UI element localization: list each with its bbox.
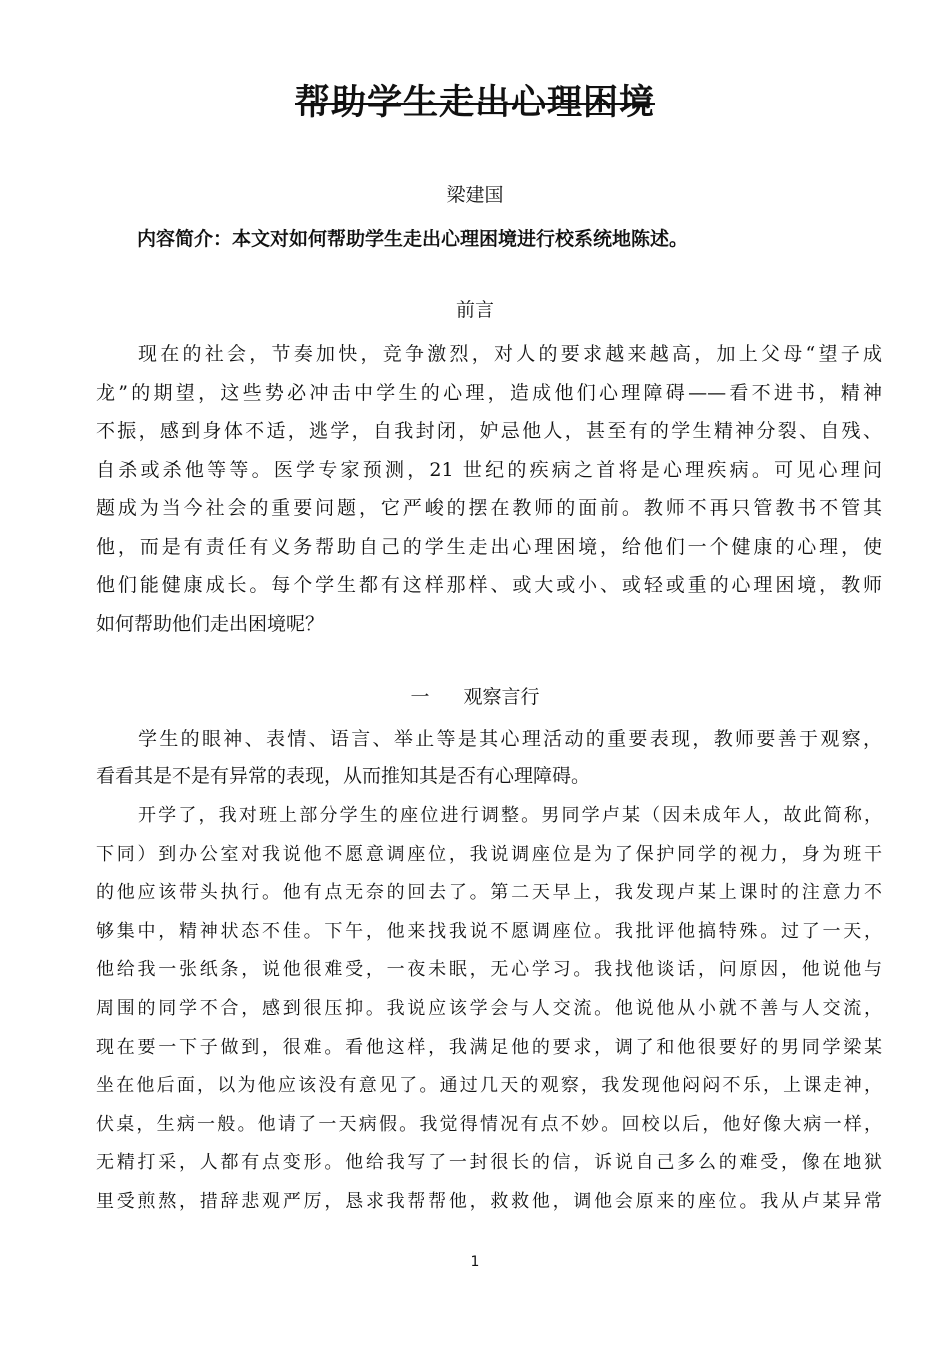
case-study-paragraph: [96, 797, 882, 1222]
text-line: 周围的同学不合，感到很压抑。我说应该学会与人交流。他说他从小就不善与人交流，: [96, 997, 882, 1019]
text-line: 够集中，精神状态不佳。下午，他来找我说不愿调座位。我批评他搞特殊。过了一天，: [96, 920, 882, 942]
text-line: 自杀或杀他等等。医学专家预测，21 世纪的疾病之首将是心理疾病。可见心理问: [96, 458, 882, 481]
text-line: 下同）到办公室对我说他不愿意调座位，我说调座位是为了保护同学的视力，身为班干: [96, 843, 882, 865]
section-title: 观察言行: [463, 686, 540, 708]
author-name: 梁建国: [446, 184, 504, 206]
page-number: 1: [470, 1254, 480, 1270]
text-line: 看看其是不是有异常的表现，从而推知其是否有心理障碍。: [96, 765, 591, 787]
text-line: 不振，感到身体不适，逃学，自我封闭，妒忌他人，甚至有的学生精神分裂、自残、: [96, 420, 882, 442]
text-line: 里受煎熬，措辞悲观严厉，恳求我帮帮他，救救他，调他会原来的座位。我从卢某异常: [96, 1190, 882, 1212]
preface-paragraph: [96, 335, 882, 643]
text-line: 他，而是有责任有义务帮助自己的学生走出心理困境，给他们一个健康的心理，使: [96, 535, 882, 558]
preface-heading: 前言: [455, 299, 494, 321]
document-title: 帮助学生走出心理困境: [294, 83, 655, 123]
text-line: 龙”的期望，这些势必冲击中学生的心理，造成他们心理障碍——看不进书，精神: [96, 381, 882, 404]
text-line: 如何帮助他们走出困境呢？: [96, 612, 325, 635]
text-line: 无精打采，人都有点变形。他给我写了一封很长的信，诉说自己多么的难受，像在地狱: [96, 1152, 882, 1174]
section-number: 一: [410, 686, 430, 708]
text-line: 他给我一张纸条，说他很难受，一夜未眠，无心学习。我找他谈话，问原因，他说他与: [96, 959, 882, 981]
text-line: 伏桌，生病一般。他请了一天病假。我觉得情况有点不妙。回校以后，他好像大病一样，: [96, 1113, 882, 1135]
section-intro-paragraph: [96, 721, 882, 795]
text-line: 学生的眼神、表情、语言、举止等是其心理活动的重要表现，教师要善于观察，: [138, 728, 882, 750]
text-line: 现在的社会，节奏加快，竞争激烈，对人的要求越来越高，加上父母“望子成: [138, 343, 882, 365]
text-line: 他们能健康成长。每个学生都有这样那样、或大或小、或轻或重的心理困境，教师: [96, 574, 882, 596]
text-line: 现在要一下子做到，很难。看他这样，我满足他的要求，调了和他很要好的男同学梁某: [96, 1036, 882, 1058]
text-line: 的他应该带头执行。他有点无奈的回去了。第二天早上，我发现卢某上课时的注意力不: [96, 882, 882, 904]
section-heading: [0, 682, 950, 712]
text-line: 坐在他后面，以为他应该没有意见了。通过几天的观察，我发现他闷闷不乐，上课走神，: [96, 1075, 882, 1097]
text-line: 题成为当今社会的重要问题，它严峻的摆在教师的面前。教师不再只管教书不管其: [96, 497, 882, 519]
abstract: 内容简介：本文对如何帮助学生走出心理困境进行校系统地陈述。: [137, 228, 689, 250]
text-line: 开学了，我对班上部分学生的座位进行调整。男同学卢某（因未成年人，故此简称，: [138, 805, 882, 826]
